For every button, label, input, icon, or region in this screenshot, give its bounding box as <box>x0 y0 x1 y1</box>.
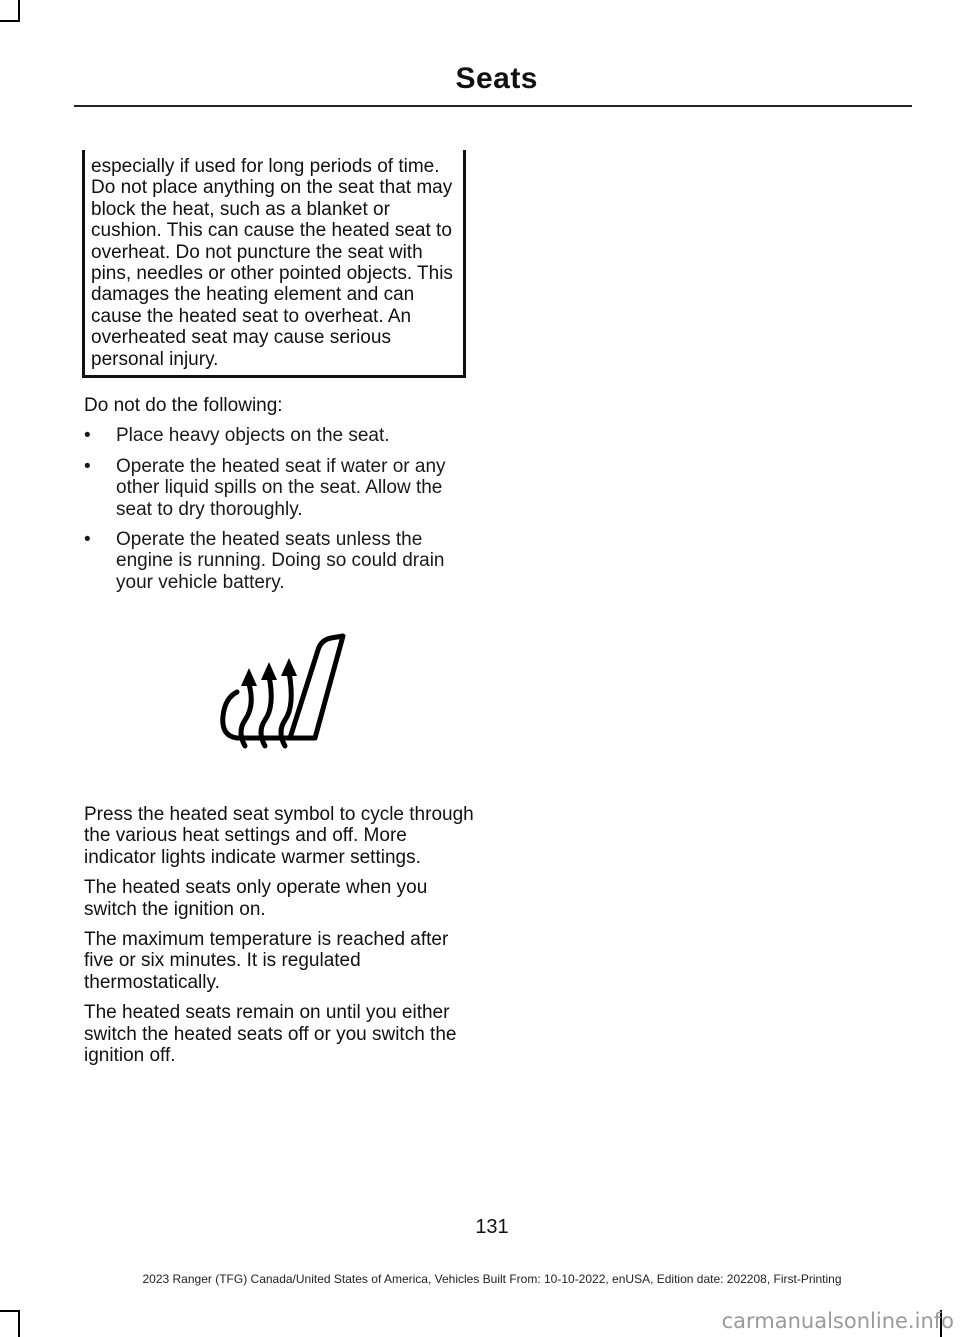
paragraph: The maximum temperature is reached after five or six minutes. It is regulated thermostatically. <box>84 929 449 993</box>
do-not-list-section <box>84 395 476 593</box>
paragraph: Press the heated seat symbol to cycle through the various heat settings and off. More indicator lights indicate warmer settings. <box>84 804 474 868</box>
header-divider <box>74 105 912 107</box>
bullet-marker: • <box>84 529 91 551</box>
crop-mark <box>0 1310 20 1312</box>
page-title: Seats <box>455 62 538 95</box>
list-item-text: Operate the heated seats unless the engine is running. Doing so could drain your vehicle battery. <box>116 529 445 593</box>
list-item-text: Operate the heated seat if water or any other liquid spills on the seat. Allow the seat to dry thoroughly. <box>116 455 446 520</box>
list-item <box>84 425 476 446</box>
list-item-text: Place heavy objects on the seat. <box>116 425 390 447</box>
warning-text: especially if used for long periods of time. Do not place anything on the seat that may block the heat, such as a blanket or cushion. This can cause the heated seat to overheat. Do not puncture the seat with pins, needles or other pointed objects. This damages the heating element and can cause the heated seat to overheat. An overheated seat may cause serious personal injury. <box>91 156 453 370</box>
watermark: carmanualsonline.info <box>721 1309 954 1333</box>
paragraph: The heated seats only operate when you switch the ignition on. <box>84 877 428 920</box>
list-item <box>84 529 476 593</box>
crop-mark <box>0 20 20 22</box>
intro-text: Do not do the following: <box>84 395 283 416</box>
page-number: 131 <box>475 1216 509 1238</box>
list-item <box>84 456 476 520</box>
warning-box <box>82 150 466 378</box>
bullet-marker: • <box>84 425 91 447</box>
paragraph: The heated seats remain on until you either switch the heated seats off or you switch the ignition off. <box>84 1002 457 1067</box>
instructions-section <box>84 804 476 1066</box>
crop-mark <box>18 1310 20 1337</box>
footer-text: 2023 Ranger (TFG) Canada/United States of America, Vehicles Built From: 10-10-2022, enUSA, Edition date: 202208, First-Printing <box>142 1272 842 1286</box>
heated-seat-icon <box>215 628 350 750</box>
crop-mark <box>18 0 20 22</box>
bullet-marker: • <box>84 455 91 477</box>
